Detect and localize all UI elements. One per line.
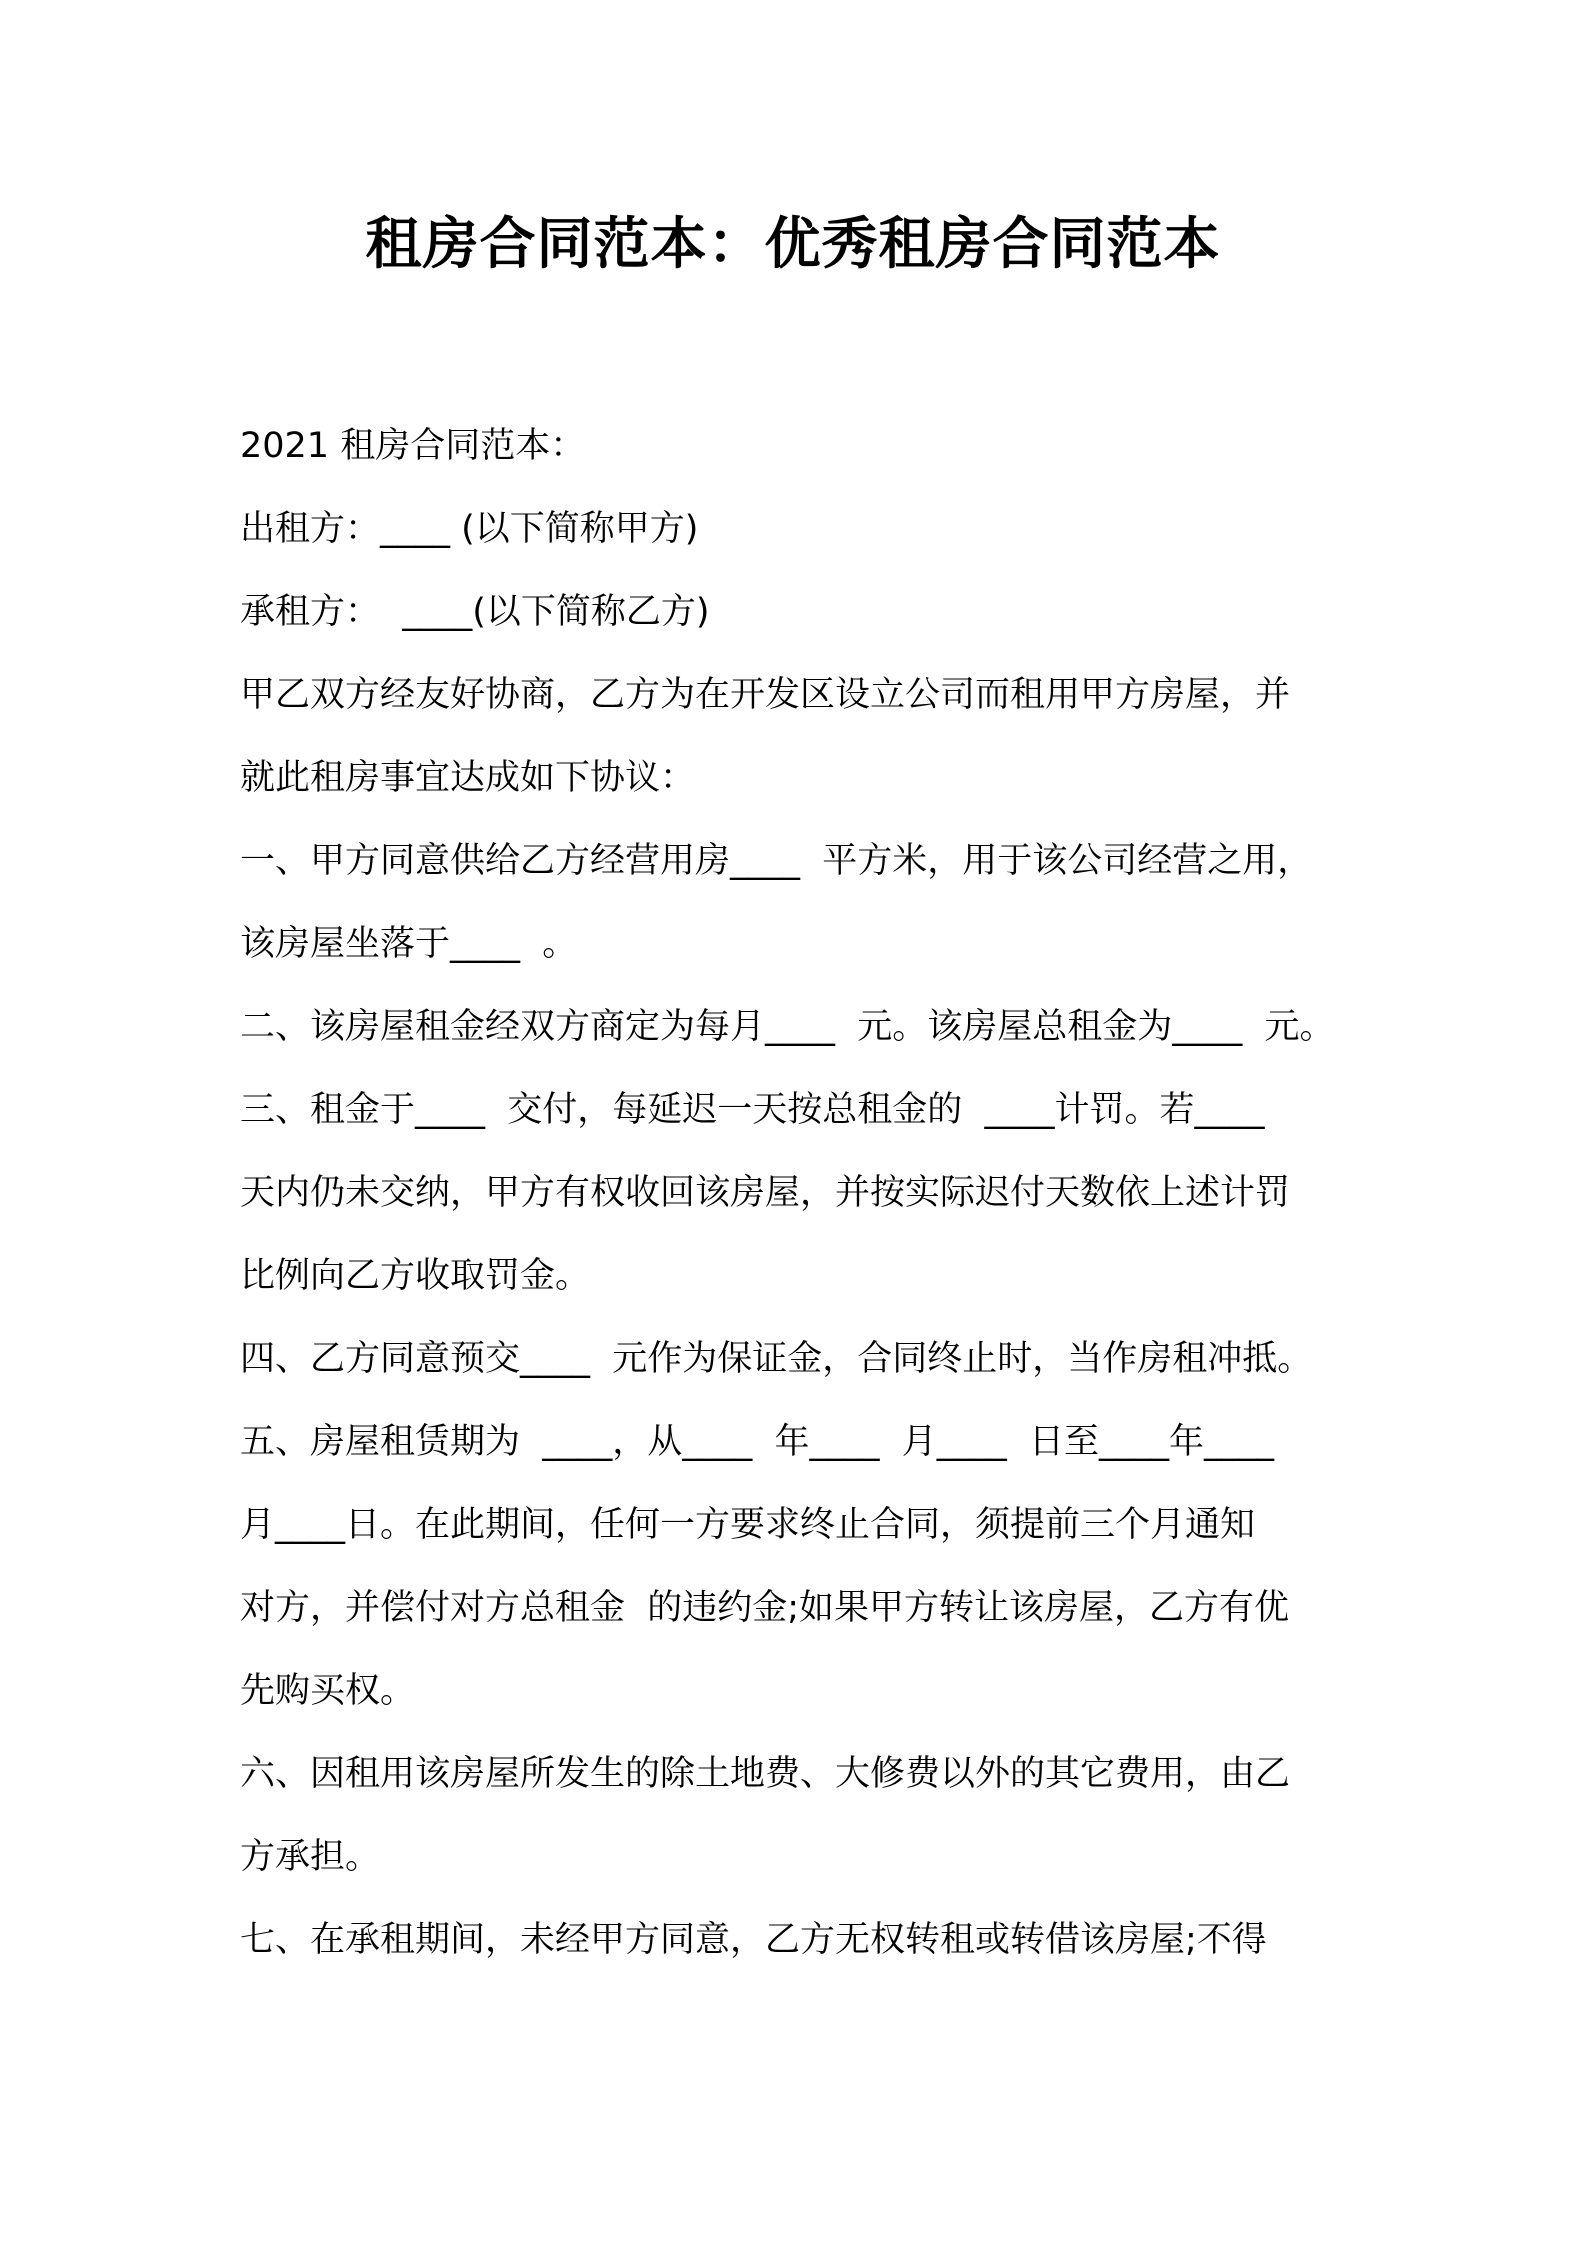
body-line: 六、因租用该房屋所发生的除土地费、大修费以外的其它费用，由乙: [240, 1754, 1291, 1794]
body-line: 对方，并偿付对方总租金 的违约金;如果甲方转让该房屋，乙方有优: [240, 1588, 1290, 1628]
body-line: 出租方：____ (以下简称甲方): [240, 509, 699, 549]
body-line: 四、乙方同意预交____ 元作为保证金，合同终止时，当作房租冲抵。: [240, 1339, 1313, 1379]
document-body: [240, 405, 1370, 1982]
body-line: 承租方： ____(以下简称乙方): [240, 592, 710, 632]
document-title: 租房合同范本：优秀租房合同范本: [365, 212, 1221, 277]
body-line: 三、租金于____ 交付，每延迟一天按总租金的 ____计罚。若____: [240, 1090, 1265, 1130]
body-line: 甲乙双方经友好协商，乙方为在开发区设立公司而租用甲方房屋，并: [240, 675, 1291, 715]
body-line: 五、房屋租赁期为 ____，从____ 年____ 月____ 日至____年____: [240, 1422, 1275, 1462]
body-line: 一、甲方同意供给乙方经营用房____ 平方米，用于该公司经营之用，: [240, 841, 1313, 881]
body-line: 该房屋坐落于____ 。: [240, 924, 578, 964]
body-line: 2021 租房合同范本：: [240, 426, 586, 466]
body-line: 就此租房事宜达成如下协议：: [240, 758, 696, 798]
body-line: 七、在承租期间，未经甲方同意，乙方无权转租或转借该房屋;不得: [240, 1920, 1267, 1960]
body-line: 月____日。在此期间，任何一方要求终止合同，须提前三个月通知: [240, 1505, 1256, 1545]
body-line: 比例向乙方收取罚金。: [240, 1256, 591, 1296]
body-line: 先购买权。: [240, 1671, 416, 1711]
body-line: 二、该房屋租金经双方商定为每月____ 元。该房屋总租金为____ 元。: [240, 1007, 1335, 1047]
body-line: 天内仍未交纳，甲方有权收回该房屋，并按实际迟付天数依上述计罚: [240, 1173, 1291, 1213]
body-line: 方承担。: [240, 1837, 381, 1877]
